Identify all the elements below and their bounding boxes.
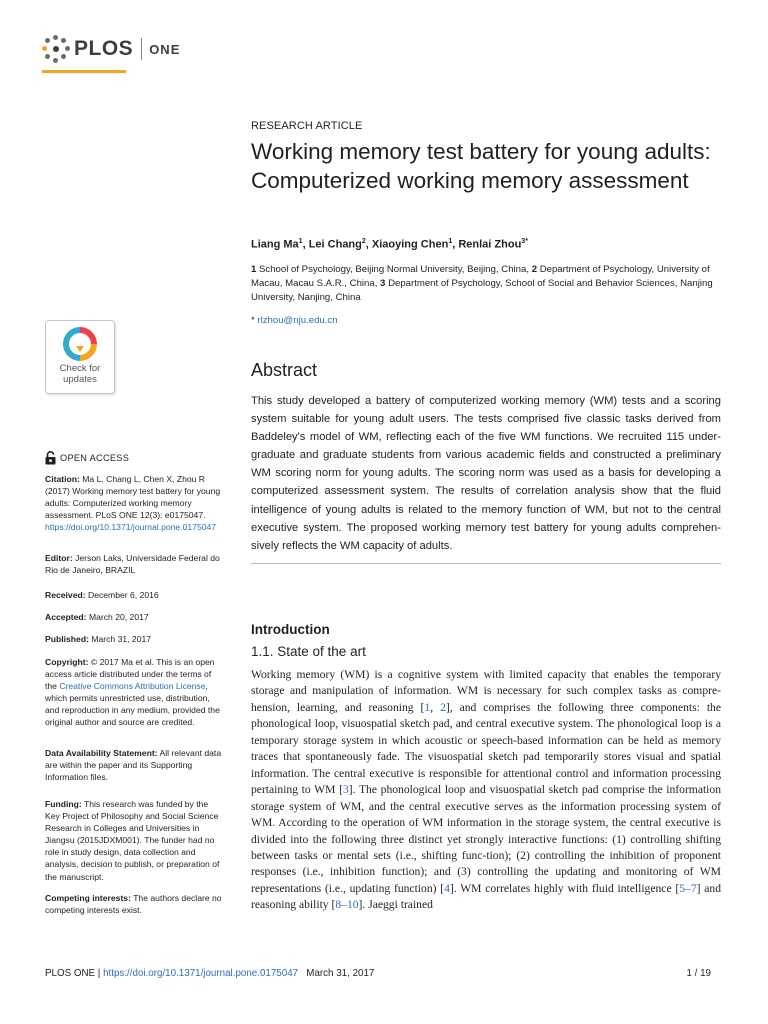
logo-one-text: ONE [149, 41, 181, 57]
article-type: RESEARCH ARTICLE [251, 120, 363, 132]
reference-link[interactable]: 2 [440, 700, 446, 714]
affiliation-number: 2 [531, 264, 538, 275]
reference-link[interactable]: 3 [342, 783, 349, 797]
corresponding-email [251, 315, 721, 326]
plos-one-logo[interactable] [42, 34, 180, 64]
accepted-block [45, 611, 225, 623]
competing-interests-label: Competing interests: [45, 893, 131, 903]
editor-text: Jerson Laks, Universidade Federal do Rio de Janeiro, BRAZIL [45, 553, 220, 576]
author-list: Liang Ma$^1$, Lei Chang$^2$, Xiaoying Chen$^1$, Renlai Zhou$^{3*}$ [251, 238, 528, 251]
footer-journal: PLOS ONE | [45, 968, 101, 979]
page-number: 1 / 19 [686, 968, 711, 979]
logo-divider [141, 38, 142, 60]
email-link[interactable]: rlzhou@nju.edu.cn [257, 315, 338, 326]
plos-logo-icon [42, 35, 70, 63]
crossmark-icon [63, 327, 97, 361]
published-label: Published: [45, 634, 89, 644]
corresponding-marker: * [251, 315, 255, 326]
open-lock-icon [45, 451, 56, 465]
abstract-heading: Abstract [251, 360, 318, 380]
citation-doi-link[interactable]: https://doi.org/10.1371/journal.pone.0175047 [45, 522, 217, 533]
reference-link[interactable]: 1 [424, 700, 431, 714]
author-name[interactable]: Lei Chang [308, 238, 362, 251]
abstract-text: This study developed a battery of computerized working memory (WM) tests and a scoring system suitable for young adult users. The tests comprised five classic tasks derived from Baddeley's model of WM, reflecting each of the five WM functions. We recruited 115 under-graduate and graduate students from various academic fields and constructed a preliminary WM scoring norm for young adults. The scoring norm was used as a basis for developing a computerized assessment system. The results of correlation analysis show that the fluid intelligence of young adults is related to the memory function of WM, but not to the central executive system. The proposed working memory test battery for young adults comprehen-sively reflects the WM capacity of adults. [251, 395, 721, 552]
body-text-run: ]. WM correlates highly with fluid intelligence [ [449, 881, 680, 895]
reference-link[interactable]: 8–10 [335, 898, 359, 912]
body-paragraph [251, 667, 721, 914]
author-affiliation-mark: 3* [521, 238, 528, 245]
competing-interests-block [45, 892, 225, 916]
copyright-text: © 2017 Ma et al. This is an open access article distributed under the terms of the [45, 657, 215, 692]
article-title: Working memory test battery for young adults: Computerized working memory assessment [251, 139, 711, 193]
author-name[interactable]: Liang Ma [251, 238, 299, 251]
reference-link[interactable]: 4 [444, 881, 450, 895]
editor-block [45, 552, 225, 576]
accepted-date: March 20, 2017 [88, 612, 149, 622]
data-availability-text: All relevant data are within the paper and its Supporting Information files. [45, 748, 222, 783]
introduction-heading: Introduction [251, 622, 330, 637]
reference-link[interactable]: 5–7 [679, 881, 697, 895]
logo-plos-text: PLOS [74, 37, 134, 60]
open-access-text: OPEN ACCESS [60, 453, 130, 463]
data-availability-label: Data Availability Statement: [45, 748, 158, 758]
accepted-label: Accepted: [45, 612, 87, 622]
citation-label: Citation: [45, 474, 80, 484]
affiliation-number: 1 [251, 264, 257, 275]
funding-block [45, 798, 225, 883]
section-divider [251, 563, 721, 564]
body-text-run: ]. The phonological loop and visuospatial sketch pad comprise the information storage system of WM, and the central executive serves as the information processing system of WM. According to the operation of WM information in the storage system, the central executive is divided into the following three distinct yet strongly interactive functions: (1) controlling shifting between tasks or mental sets (i.e., shifting func-tion); (2) controlling the inhibition of proponent responses (i.e., inhibition function); and (3) controlling the updating and monitoring of WM representations (i.e., updating function) [ [251, 783, 722, 895]
received-date: December 6, 2016 [88, 590, 159, 600]
footer-doi-link[interactable]: https://doi.org/10.1371/journal.pone.0175047 [103, 968, 299, 979]
copyright-label: Copyright: [45, 657, 89, 667]
open-access-label [45, 451, 129, 465]
author-affiliation-mark: 2 [361, 238, 366, 245]
body-text-run: ]. Jaeggi trained [358, 898, 433, 912]
subsection-heading: 1.1. State of the art [251, 644, 366, 659]
published-block [45, 633, 225, 645]
check-for-updates-badge[interactable] [45, 320, 115, 394]
received-block [45, 589, 225, 601]
license-link[interactable]: Creative Commons Attribution License [59, 681, 206, 692]
editor-label: Editor: [45, 553, 73, 563]
affiliation-text: School of Psychology, Beijing Normal University, Beijing, China, [259, 264, 530, 275]
logo-underline [42, 70, 126, 73]
body-text-run: ] and reasoning ability [ [251, 881, 721, 912]
funding-label: Funding: [45, 799, 82, 809]
data-availability-block [45, 747, 225, 783]
copyright-block [45, 656, 225, 729]
published-date: March 31, 2017 [91, 634, 152, 644]
competing-interests-text: The authors declare no competing interests exist. [45, 893, 222, 916]
page-footer [45, 968, 374, 979]
author-affiliation-mark: 1 [448, 238, 453, 245]
affiliation-text: Department of Psychology, School of Social and Behavior Sciences, Nanjing University, Nanjing, China [251, 278, 713, 303]
body-text-run: Working memory (WM) is a cognitive system with limited capacity that enables the temporary storage and manipulation of information. WM is necessary for such complex tasks as compre-hension, learning, and reasoning [ [251, 668, 721, 714]
affiliations [251, 263, 721, 305]
check-for-updates-label: Check for updates [59, 363, 101, 385]
affiliation-text: Department of Psychology, University of Macau, Macau S.A.R., China, [251, 264, 710, 289]
copyright-text-end: , which permits unrestricted use, distribution, and reproduction in any medium, provided the original author and source are credited. [45, 681, 220, 728]
body-text-run: ], and comprises the following three components: the phonological loop, visuospatial sketch pad, and central executive system. The phonological loop is a temporary storage system in which acoustic or speech-based information can be held as memory traces that spontaneously fade. The visuospatial sketch pad temporarily stores visual and spatial information. The central executive is responsible for attentional control and information processing pertaining to WM [ [251, 700, 721, 797]
citation-text: Ma L, Chang L, Chen X, Zhou R (2017) Working memory test battery for young adults: Computerized working memory assessment. PLoS ONE 12(3): e0175047. [45, 474, 221, 521]
received-label: Received: [45, 590, 86, 600]
funding-text: This research was funded by the Key Project of Philosophy and Social Science Research in Colleges and Universities in Jiangsu (2015JDXM001). The funder had no role in study design, data collection and analysis, decision to publish, or preparation of the manuscript. [45, 799, 220, 882]
author-name[interactable]: Xiaoying Chen [371, 238, 449, 251]
affiliation-number: 3 [380, 278, 386, 289]
body-text-run: , [430, 700, 441, 714]
footer-date: March 31, 2017 [306, 968, 375, 979]
author-name[interactable]: Renlai Zhou [458, 238, 522, 251]
citation-block [45, 473, 225, 533]
author-affiliation-mark: 1 [298, 238, 303, 245]
